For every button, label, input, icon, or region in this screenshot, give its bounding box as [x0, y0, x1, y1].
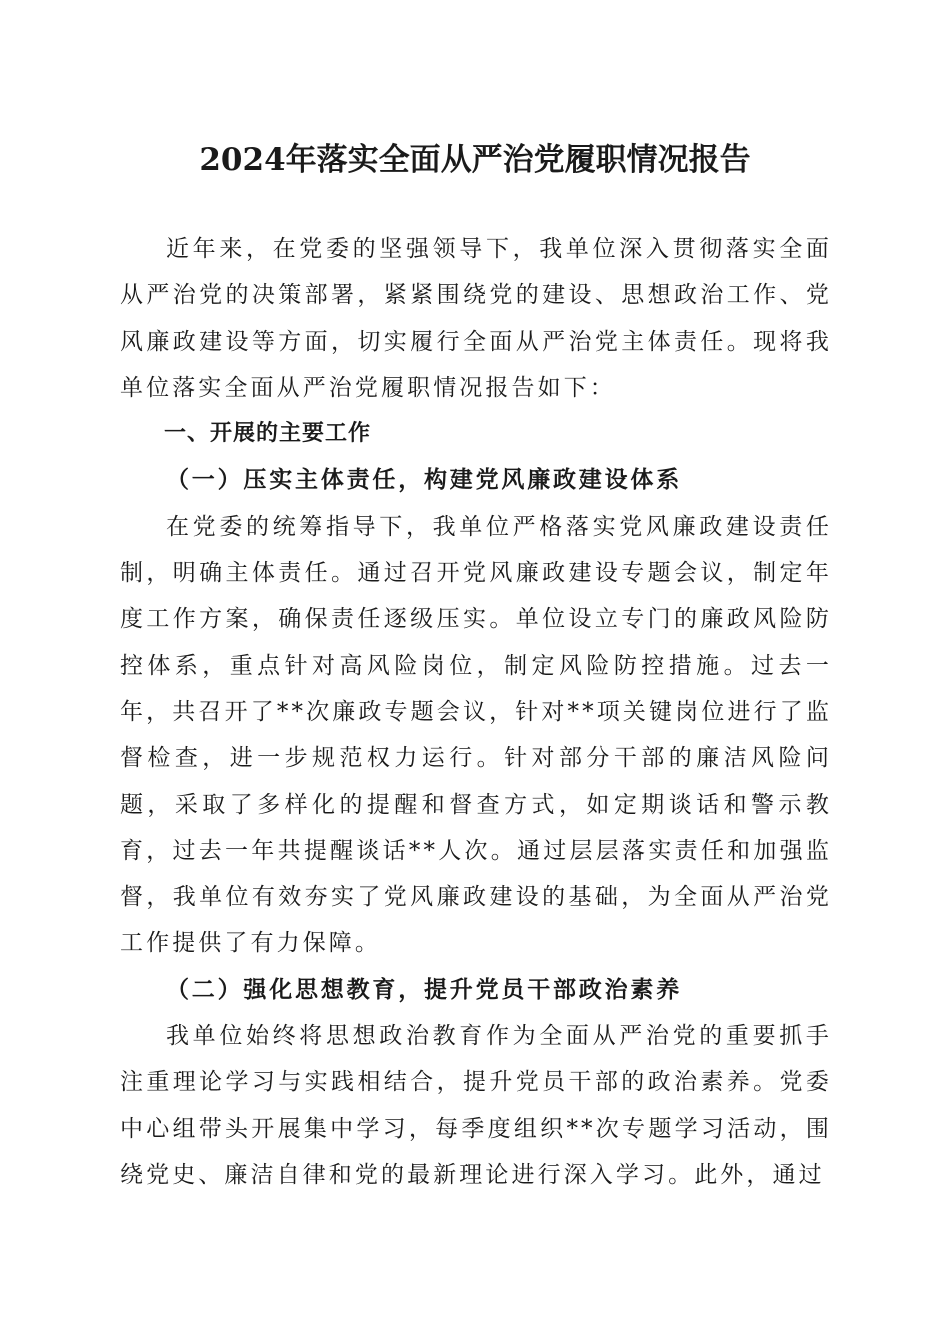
responsibility-paragraph: 在党委的统筹指导下，我单位严格落实党风廉政建设责任制，明确主体责任。通过召开党风廉政建设专题会议，制定年度工作方案，确保责任逐级压实。单位设立专门的廉政风险防控体系，重点针对高风险岗位，制定风险防控措施。过去一年，共召开了**次廉政专题会议，针对**项关键岗位进行了监督检查，进一步规范权力运行。针对部分干部的廉洁风险问题，采取了多样化的提醒和督查方式，如定期谈话和警示教育，过去一年共提醒谈话**人次。通过层层落实责任和加强监督，我单位有效夯实了党风廉政建设的基础，为全面从严治党工作提供了有力保障。 [120, 513, 832, 957]
intro-paragraph: 近年来，在党委的坚强领导下，我单位深入贯彻落实全面从严治党的决策部署，紧紧围绕党的建设、思想政治工作、党风廉政建设等方面，切实履行全面从严治党主体责任。现将我单位落实全面从严治党履职情况报告如下： [120, 236, 832, 401]
section-heading-main-work: 一、开展的主要工作 [164, 421, 372, 447]
subsection-heading-education: （二）强化思想教育，提升党员干部政治素养 [166, 975, 682, 1003]
education-paragraph: 我单位始终将思想政治教育作为全面从严治党的重要抓手注重理论学习与实践相结合，提升党员干部的政治素养。党委中心组带头开展集中学习，每季度组织**次专题学习活动，围绕党史、廉洁自律和党的最新理论进行深入学习。此外，通过 [120, 1023, 832, 1188]
document-body [120, 226, 832, 1198]
subsection-heading-responsibility: （一）压实主体责任，构建党风廉政建设体系 [166, 466, 682, 494]
document-title: 2024年落实全面从严治党履职情况报告 [199, 142, 751, 178]
